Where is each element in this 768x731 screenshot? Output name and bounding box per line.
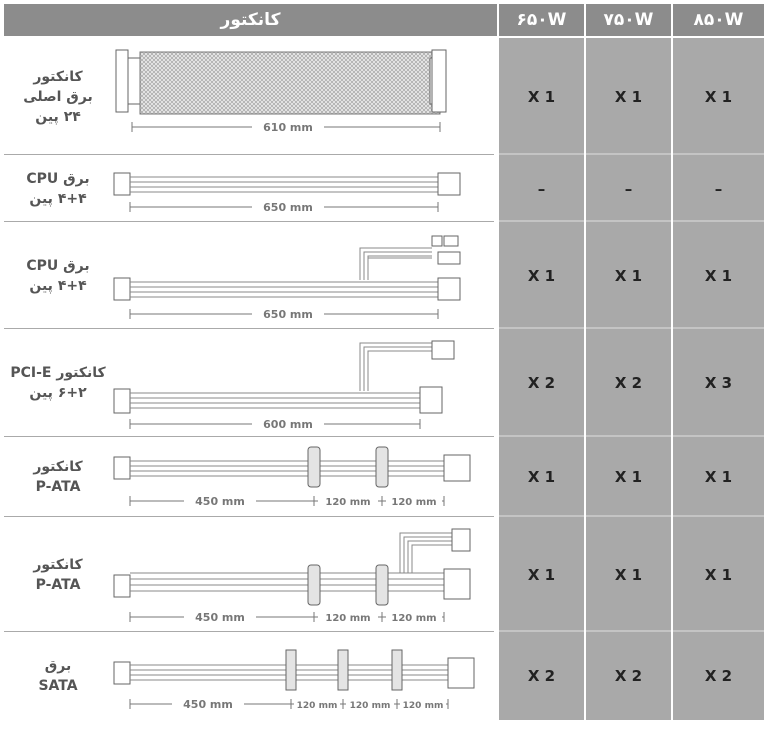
qty-850w: X 3 xyxy=(673,329,764,437)
connector-label: کانکتور P-ATA xyxy=(33,556,83,593)
header-650w: ۶۵۰W xyxy=(499,4,584,36)
cable-length-label: 120 mm xyxy=(391,497,437,508)
qty-750w: X 2 xyxy=(586,329,671,437)
cable-diagram-sata xyxy=(112,632,494,720)
connector-label: برق CPU ۴+۴ پین xyxy=(26,257,90,294)
qty-750w: X 1 xyxy=(586,517,671,632)
qty-650w: X 1 xyxy=(499,38,584,155)
cable-length-label: 450 mm xyxy=(195,495,245,508)
cable-diagram-24pin xyxy=(112,38,494,155)
cable-length-label: 450 mm xyxy=(195,611,245,624)
qty-650w: X 1 xyxy=(499,222,584,329)
cable-length-label: 120 mm xyxy=(325,497,371,508)
qty-850w: X 2 xyxy=(673,632,764,720)
cable-length-label: 120 mm xyxy=(349,701,391,711)
connector-label: برق SATA xyxy=(38,658,78,694)
table-row xyxy=(0,329,768,437)
qty-850w: – xyxy=(673,155,764,222)
table-row xyxy=(0,517,768,632)
qty-650w: X 1 xyxy=(499,517,584,632)
qty-850w: X 1 xyxy=(673,38,764,155)
qty-850w: X 1 xyxy=(673,517,764,632)
cable-length-label: 610 mm xyxy=(263,121,313,134)
connector-label: کانکتور P-ATA xyxy=(33,459,83,495)
header-connector: کانکتور xyxy=(4,4,497,36)
qty-750w: X 1 xyxy=(586,437,671,517)
cable-diagram-cpu xyxy=(112,155,494,222)
qty-750w: X 1 xyxy=(586,38,671,155)
qty-850w: X 1 xyxy=(673,222,764,329)
qty-750w: – xyxy=(586,155,671,222)
header-750w: ۷۵۰W xyxy=(586,4,671,36)
cable-length-label: 120 mm xyxy=(325,613,371,624)
qty-650w: X 1 xyxy=(499,437,584,517)
cable-length-label: 450 mm xyxy=(183,698,233,711)
qty-650w: – xyxy=(499,155,584,222)
cable-length-label: 120 mm xyxy=(402,701,444,711)
qty-650w: X 2 xyxy=(499,632,584,720)
table-row xyxy=(0,38,768,155)
table-row xyxy=(0,222,768,329)
cable-diagram-pcie xyxy=(112,329,494,437)
table-row xyxy=(0,437,768,517)
cable-diagram-cpu-split xyxy=(112,222,494,329)
qty-850w: X 1 xyxy=(673,437,764,517)
connector-label: برق CPU ۴+۴ پین xyxy=(26,170,90,207)
cable-length-label: 600 mm xyxy=(263,418,313,431)
cable-length-label: 650 mm xyxy=(263,308,313,321)
table-row xyxy=(0,155,768,222)
qty-750w: X 1 xyxy=(586,222,671,329)
table-row xyxy=(0,632,768,720)
cable-length-label: 650 mm xyxy=(263,201,313,214)
cable-diagram-pata xyxy=(112,437,494,517)
connector-label: کانکتور برق اصلی ۲۴ پین xyxy=(23,68,93,125)
header-850w: ۸۵۰W xyxy=(673,4,764,36)
cable-length-label: 120 mm xyxy=(391,613,437,624)
qty-750w: X 2 xyxy=(586,632,671,720)
cable-diagram-pata-split xyxy=(112,517,494,632)
cable-length-label: 120 mm xyxy=(296,701,338,711)
qty-650w: X 2 xyxy=(499,329,584,437)
connector-label: کانکتور PCI-E ۶+۲ پین xyxy=(10,365,106,401)
